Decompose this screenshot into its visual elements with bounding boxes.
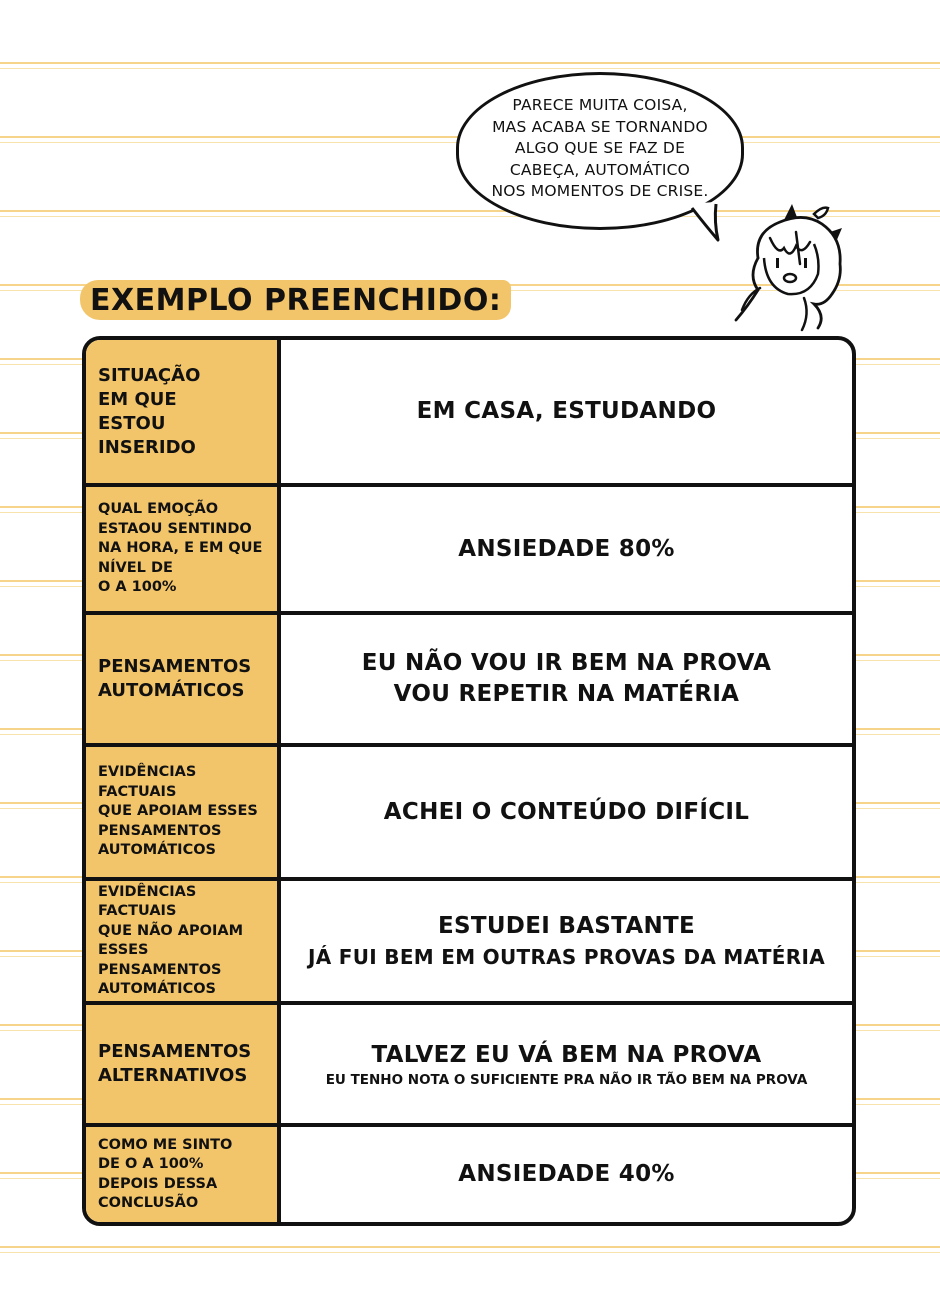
speech-bubble-tail-icon (688, 200, 728, 246)
section-heading (80, 280, 511, 320)
row-label-cell (86, 1127, 281, 1222)
row-value: ESTUDEI BASTANTE (437, 912, 696, 939)
row-value: ANSIEDADE 40% (458, 1161, 675, 1187)
row-value-cell (281, 747, 852, 877)
row-value: ANSIEDADE 80% (458, 535, 675, 562)
row-value-line2: JÁ FUI BEM EM OUTRAS PROVAS DA MATÉRIA (307, 944, 825, 969)
row-value-cell (281, 1127, 852, 1222)
table-row-supporting-evidence (86, 743, 852, 877)
table-row-conclusion (86, 1123, 852, 1222)
row-value-cell (281, 881, 852, 1001)
row-value-cell (281, 615, 852, 743)
row-label-cell (86, 881, 281, 1001)
row-label: EVIDÊNCIAS FACTUAIS QUE NÃO APOIAM ESSES PENSAMENTOS AUTOMÁTICOS (98, 883, 244, 997)
row-value: TALVEZ EU VÁ BEM NA PROVA (371, 1041, 762, 1068)
row-value-cell (281, 1005, 852, 1123)
row-label: SITUAÇÃO EM QUE ESTOU INSERIDO (98, 364, 201, 458)
row-label-cell (86, 747, 281, 877)
row-label: QUAL EMOÇÃO ESTAOU SENTINDO NA HORA, E EM QUE NÍVEL DE O A 100% (98, 501, 263, 596)
row-value: EU NÃO VOU IR BEM NA PROVA VOU REPETIR NA MATÉRIA (361, 650, 772, 707)
row-label: EVIDÊNCIAS FACTUAIS QUE APOIAM ESSES PENSAMENTOS AUTOMÁTICOS (98, 764, 258, 859)
row-label-cell (86, 615, 281, 743)
row-value: ACHEI O CONTEÚDO DIFÍCIL (383, 798, 750, 825)
row-label: PENSAMENTOS ALTERNATIVOS (98, 1041, 252, 1086)
row-label-cell (86, 1005, 281, 1123)
row-label-cell (86, 340, 281, 483)
row-value-cell (281, 340, 852, 483)
row-value-sub: EU TENHO NOTA O SUFICIENTE PRA NÃO IR TÃO BEM NA PROVA (325, 1071, 808, 1088)
table-row-alternative-thoughts (86, 1001, 852, 1123)
table-row-situation (86, 340, 852, 483)
girl-character-icon (718, 198, 868, 334)
row-label-cell (86, 487, 281, 611)
row-value-cell (281, 487, 852, 611)
row-value: EM CASA, ESTUDANDO (416, 398, 717, 424)
row-label: COMO ME SINTO DE O A 100% DEPOIS DESSA CONCLUSÃO (98, 1136, 233, 1211)
thought-record-table (82, 336, 856, 1226)
table-row-contrary-evidence (86, 877, 852, 1001)
row-label: PENSAMENTOS AUTOMÁTICOS (98, 656, 252, 701)
table-row-automatic-thoughts (86, 611, 852, 743)
table-row-emotion (86, 483, 852, 611)
speech-bubble-text: PARECE MUITA COISA, MAS ACABA SE TORNANDO ALGO QUE SE FAZ DE CABEÇA, AUTOMÁTICO NOS MOMENTOS DE CRISE. (491, 96, 709, 201)
section-heading-text: EXEMPLO PREENCHIDO: (90, 282, 502, 318)
